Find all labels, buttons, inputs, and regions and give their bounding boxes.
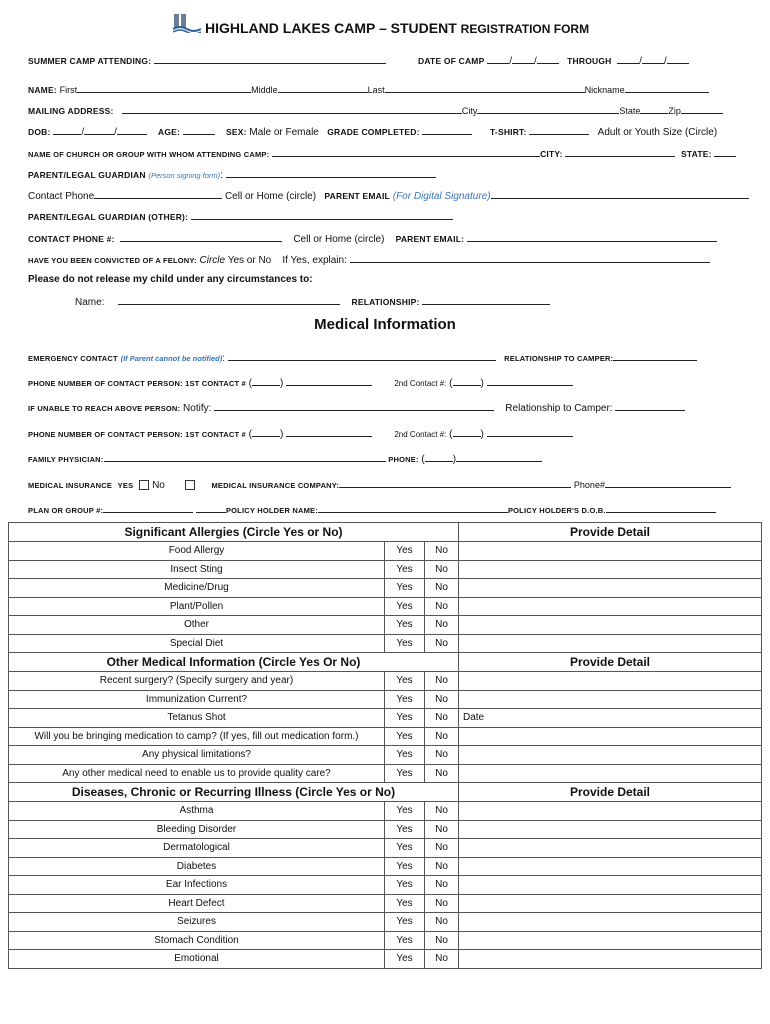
condition-label: Any other medical need to enable us to provide quality care? [9,764,385,783]
yes-option[interactable]: Yes [385,616,425,635]
insurance-yes-label: YES [117,481,134,490]
parent-name-input[interactable] [226,168,436,178]
detail-field[interactable] [459,839,762,858]
yes-option[interactable]: Yes [385,727,425,746]
parent-other-row [28,210,453,224]
contact1-phone-input[interactable] [286,376,372,386]
plan-group-input-2[interactable] [196,503,226,513]
parent-email-input[interactable] [491,189,749,199]
phone-contact-label: PHONE NUMBER OF CONTACT PERSON: 1ST CONTACT # [28,379,246,388]
middle-label: Middle [251,85,278,95]
camp-end-day[interactable] [642,54,664,64]
yes-option[interactable]: Yes [385,672,425,691]
parent-other-input[interactable] [191,210,453,220]
insurance-phone-label: Phone# [573,480,605,490]
table-row [9,542,762,561]
detail-field[interactable] [459,634,762,653]
second-contact2-label: 2nd Contact #: [394,430,447,439]
family-physician-label: FAMILY PHYSICIAN: [28,455,104,464]
cell-home-option-2[interactable]: Cell or Home (circle) [293,234,385,245]
contact3-area-code[interactable] [252,427,280,437]
dob-year[interactable] [117,125,147,135]
contact-phone2-input[interactable] [120,232,282,242]
detail-field[interactable]: Date [459,709,762,728]
contact-row-2 [28,232,717,246]
condition-label: Dermatological [9,839,385,858]
no-option[interactable]: No [425,560,459,579]
camp-start-year[interactable] [537,54,559,64]
provide-detail-header: Provide Detail [459,523,762,542]
yes-option[interactable]: Yes [385,931,425,950]
no-release-relationship-label: RELATIONSHIP: [351,297,420,307]
condition-label: Diabetes [9,857,385,876]
parent-email2-label: PARENT EMAIL: [395,234,465,244]
contact-row [28,189,749,203]
detail-field[interactable] [459,820,762,839]
no-option[interactable]: No [425,894,459,913]
relationship-to-camper2-label: Relationship to Camper: [505,403,613,414]
emergency-contact-input[interactable] [228,351,496,361]
felony-explain-input[interactable] [350,253,710,263]
contact4-area-code[interactable] [453,427,481,437]
mailing-row [28,104,723,118]
no-option[interactable]: No [425,597,459,616]
state-input[interactable] [640,104,668,114]
table-row [9,597,762,616]
relationship-to-camper-label: RELATIONSHIP TO CAMPER: [504,354,614,363]
yes-option[interactable]: Yes [385,876,425,895]
if-unable-row [28,401,685,415]
section-title: Significant Allergies (Circle Yes or No) [9,523,459,542]
medical-heading: Medical Information [314,316,456,333]
page-title [205,20,589,36]
felony-row [28,253,710,267]
title-rest: REGISTRATION FORM [460,22,590,36]
yes-option[interactable]: Yes [385,542,425,561]
table-row [9,764,762,783]
no-option[interactable]: No [425,931,459,950]
dob-row: DOB: / / AGE: SEX: Male or Female GRADE COMPLETED: [28,125,472,139]
state2-label: STATE: [681,149,712,159]
parent-colon: : [220,170,223,181]
yes-option[interactable]: Yes [385,764,425,783]
date-of-camp-row: DATE OF CAMP / / THROUGH / / [418,54,689,68]
age-label: AGE: [158,127,181,137]
policy-holder-dob-input[interactable] [606,503,716,513]
no-option[interactable]: No [425,579,459,598]
policy-holder-name-label: POLICY HOLDER NAME: [225,506,318,515]
dob-label: DOB: [28,127,51,137]
family-physician-input[interactable] [104,452,386,462]
detail-field[interactable] [459,764,762,783]
table-row [9,672,762,691]
no-option[interactable]: No [425,876,459,895]
table-row [9,579,762,598]
policy-holder-dob-label: POLICY HOLDER'S D.O.B. [507,506,606,515]
cell-home-option[interactable]: Cell or Home (circle) [224,191,317,202]
contact-phone-label: Contact Phone [28,191,95,202]
emergency-note: (If Parent cannot be notified) [120,354,223,363]
tshirt-label: T-SHIRT: [490,127,527,137]
condition-label: Recent surgery? (Specify surgery and year) [9,672,385,691]
mailing-address-input[interactable] [122,104,462,114]
parent-row [28,168,436,182]
insurance-company-label: MEDICAL INSURANCE COMPANY: [211,481,340,490]
parent-note: (Person signing form) [148,171,221,180]
condition-label: Food Allergy [9,542,385,561]
physician-row: FAMILY PHYSICIAN: PHONE: ( ) [28,452,542,466]
relationship-to-camper2-input[interactable] [615,401,685,411]
no-option[interactable]: No [425,802,459,821]
table-row [9,839,762,858]
table-row [9,634,762,653]
yes-option[interactable]: Yes [385,746,425,765]
summer-camp-row [28,54,386,68]
condition-label: Medicine/Drug [9,579,385,598]
yes-option[interactable]: Yes [385,579,425,598]
summer-camp-label: SUMMER CAMP ATTENDING: [28,56,152,66]
medical-table-body [9,523,762,969]
insurance-no-checkbox[interactable] [185,480,195,490]
detail-field[interactable] [459,727,762,746]
detail-field[interactable] [459,542,762,561]
camp-end-month[interactable] [617,54,639,64]
table-row [9,820,762,839]
tshirt-row [490,125,717,139]
contact-phone-input[interactable] [94,189,222,199]
emergency-row [28,351,697,365]
no-option[interactable]: No [425,542,459,561]
condition-label: Tetanus Shot [9,709,385,728]
table-row [9,616,762,635]
no-release-name-label: Name: [75,297,105,308]
detail-field[interactable] [459,950,762,969]
no-option[interactable]: No [425,690,459,709]
condition-label: Heart Defect [9,894,385,913]
yes-option[interactable]: Yes [385,690,425,709]
medical-table [8,522,762,969]
table-row [9,727,762,746]
yes-option[interactable]: Yes [385,894,425,913]
no-release-row [75,295,550,309]
condition-label: Other [9,616,385,635]
emergency-colon: : [222,353,226,364]
detail-field[interactable] [459,802,762,821]
detail-field[interactable] [459,597,762,616]
provide-detail-header: Provide Detail [459,653,762,672]
physician-area-code[interactable] [425,452,453,462]
insurance-company-input[interactable] [339,478,571,488]
grade-label: GRADE COMPLETED: [327,127,420,137]
no-release-relationship-input[interactable] [422,295,550,305]
circle-label: Circle [199,255,226,266]
section-header [9,523,762,542]
through-label: THROUGH [567,56,612,66]
insurance-no-label: No [152,480,165,491]
policy-holder-name-input[interactable] [318,503,508,513]
tshirt-options[interactable]: Adult or Youth Size (Circle) [597,127,718,138]
camp-start-month[interactable] [487,54,509,64]
felony-yes-no[interactable]: Yes or No [227,255,272,266]
condition-label: Will you be bringing medication to camp? (If yes, fill out medication form.) [9,727,385,746]
name-row [28,83,709,97]
no-option[interactable]: No [425,950,459,969]
church-row [28,147,736,161]
condition-label: Plant/Pollen [9,597,385,616]
section-header [9,783,762,802]
state-label: State [619,106,641,116]
city-input[interactable] [477,104,619,114]
detail-field[interactable] [459,672,762,691]
section-header [9,653,762,672]
phone-contact-row-2: PHONE NUMBER OF CONTACT PERSON: 1ST CONTACT # ( ) 2nd Contact #: ( ) [28,427,573,441]
yes-option[interactable]: Yes [385,839,425,858]
age-input[interactable] [183,125,215,135]
date-of-camp-label: DATE OF CAMP [418,56,485,66]
notify-label: Notify: [183,403,212,414]
sex-options[interactable]: Male or Female [249,127,319,138]
parent-email-label: PARENT EMAIL [324,191,390,201]
church-label: NAME OF CHURCH OR GROUP WITH WHOM ATTENDING CAMP: [28,150,270,159]
notify-input[interactable] [214,401,494,411]
no-option[interactable]: No [425,634,459,653]
yes-option[interactable]: Yes [385,634,425,653]
table-row [9,876,762,895]
table-row [9,746,762,765]
yes-option[interactable]: Yes [385,913,425,932]
condition-label: Ear Infections [9,876,385,895]
nickname-input[interactable] [625,83,709,93]
phone-contact2-label: PHONE NUMBER OF CONTACT PERSON: 1ST CONTACT # [28,430,246,439]
church-city-input[interactable] [565,147,675,157]
no-option[interactable]: No [425,839,459,858]
yes-option[interactable]: Yes [385,709,425,728]
yes-option[interactable]: Yes [385,820,425,839]
contact2-phone-input[interactable] [487,376,573,386]
table-row [9,857,762,876]
nickname-label: Nickname [584,85,625,95]
detail-field[interactable] [459,931,762,950]
condition-label: Immunization Current? [9,690,385,709]
contact3-phone-input[interactable] [286,427,372,437]
condition-label: Emotional [9,950,385,969]
detail-field[interactable] [459,690,762,709]
parent-other-label: PARENT/LEGAL GUARDIAN (OTHER): [28,212,189,222]
no-option[interactable]: No [425,913,459,932]
detail-field[interactable] [459,876,762,895]
no-option[interactable]: No [425,616,459,635]
relationship-to-camper-input[interactable] [613,351,697,361]
table-row [9,560,762,579]
if-yes-label: If Yes, explain: [282,255,347,266]
no-option[interactable]: No [425,727,459,746]
insurance-phone-input[interactable] [605,478,731,488]
digital-signature-note: (For Digital Signature) [392,191,491,202]
mailing-label: MAILING ADDRESS: [28,106,114,116]
last-label: Last [367,85,385,95]
contact1-area-code[interactable] [252,376,280,386]
sex-label: SEX: [225,127,247,137]
detail-field[interactable] [459,746,762,765]
emergency-label: EMERGENCY CONTACT [28,354,118,363]
condition-label: Bleeding Disorder [9,820,385,839]
condition-label: Asthma [9,802,385,821]
provide-detail-header: Provide Detail [459,783,762,802]
name-label: NAME: [28,85,57,95]
camp-start-day[interactable] [512,54,534,64]
yes-option[interactable]: Yes [385,597,425,616]
no-option[interactable]: No [425,709,459,728]
church-state-input[interactable] [714,147,736,157]
table-row [9,802,762,821]
parent-label: PARENT/LEGAL GUARDIAN [28,170,146,180]
church-input[interactable] [272,147,540,157]
city2-label: CITY: [540,149,563,159]
if-unable-label: IF UNABLE TO REACH ABOVE PERSON: [28,404,181,413]
section-title: Diseases, Chronic or Recurring Illness (Circle Yes or No) [9,783,459,802]
physician-phone-input[interactable] [456,452,542,462]
contact-phone2-label: CONTACT PHONE #: [28,234,115,244]
dob-month[interactable] [53,125,81,135]
no-release-heading: Please do not release my child under any circumstances to: [28,274,313,285]
condition-label: Seizures [9,913,385,932]
detail-field[interactable] [459,560,762,579]
detail-field[interactable] [459,616,762,635]
detail-field[interactable] [459,913,762,932]
yes-option[interactable]: Yes [385,802,425,821]
phone-contact-row: PHONE NUMBER OF CONTACT PERSON: 1ST CONTACT # ( ) 2nd Contact #: ( ) [28,376,573,390]
table-row [9,931,762,950]
physician-phone-label: PHONE: [388,455,419,464]
table-row [9,709,762,728]
first-name-input[interactable] [77,83,251,93]
condition-label: Any physical limitations? [9,746,385,765]
middle-name-input[interactable] [278,83,368,93]
no-option[interactable]: No [425,857,459,876]
yes-option[interactable]: Yes [385,950,425,969]
no-option[interactable]: No [425,672,459,691]
table-row [9,913,762,932]
no-release-name-input[interactable] [118,295,340,305]
condition-label: Insect Sting [9,560,385,579]
second-contact-label: 2nd Contact #: [394,379,447,388]
insurance-yes-checkbox[interactable] [139,480,149,490]
no-option[interactable]: No [425,820,459,839]
condition-label: Special Diet [9,634,385,653]
dob-day[interactable] [84,125,114,135]
detail-field[interactable] [459,579,762,598]
plan-group-input[interactable] [103,503,193,513]
summer-camp-input[interactable] [154,54,386,64]
felony-label: HAVE YOU BEEN CONVICTED OF A FELONY: [28,256,197,265]
detail-field[interactable] [459,894,762,913]
yes-option[interactable]: Yes [385,857,425,876]
zip-label: Zip [668,106,681,116]
contact2-area-code[interactable] [453,376,481,386]
condition-label: Stomach Condition [9,931,385,950]
title-main: HIGHLAND LAKES CAMP – STUDENT [205,20,457,36]
no-option[interactable]: No [425,764,459,783]
insurance-row [28,478,731,492]
plan-group-label: PLAN OR GROUP #: [28,506,104,515]
grade-input[interactable] [422,125,472,135]
section-title: Other Medical Information (Circle Yes Or No) [9,653,459,672]
plan-row [28,503,716,517]
detail-field[interactable] [459,857,762,876]
tshirt-input[interactable] [529,125,589,135]
table-row [9,690,762,709]
first-label: First [59,85,78,95]
parent-email2-input[interactable] [467,232,717,242]
zip-input[interactable] [681,104,723,114]
table-row [9,950,762,969]
yes-option[interactable]: Yes [385,560,425,579]
no-option[interactable]: No [425,746,459,765]
last-name-input[interactable] [385,83,585,93]
camp-logo-icon [173,13,201,33]
contact4-phone-input[interactable] [487,427,573,437]
table-row [9,894,762,913]
camp-end-year[interactable] [667,54,689,64]
medical-insurance-label: MEDICAL INSURANCE [28,481,113,490]
city-label: City [461,106,478,116]
